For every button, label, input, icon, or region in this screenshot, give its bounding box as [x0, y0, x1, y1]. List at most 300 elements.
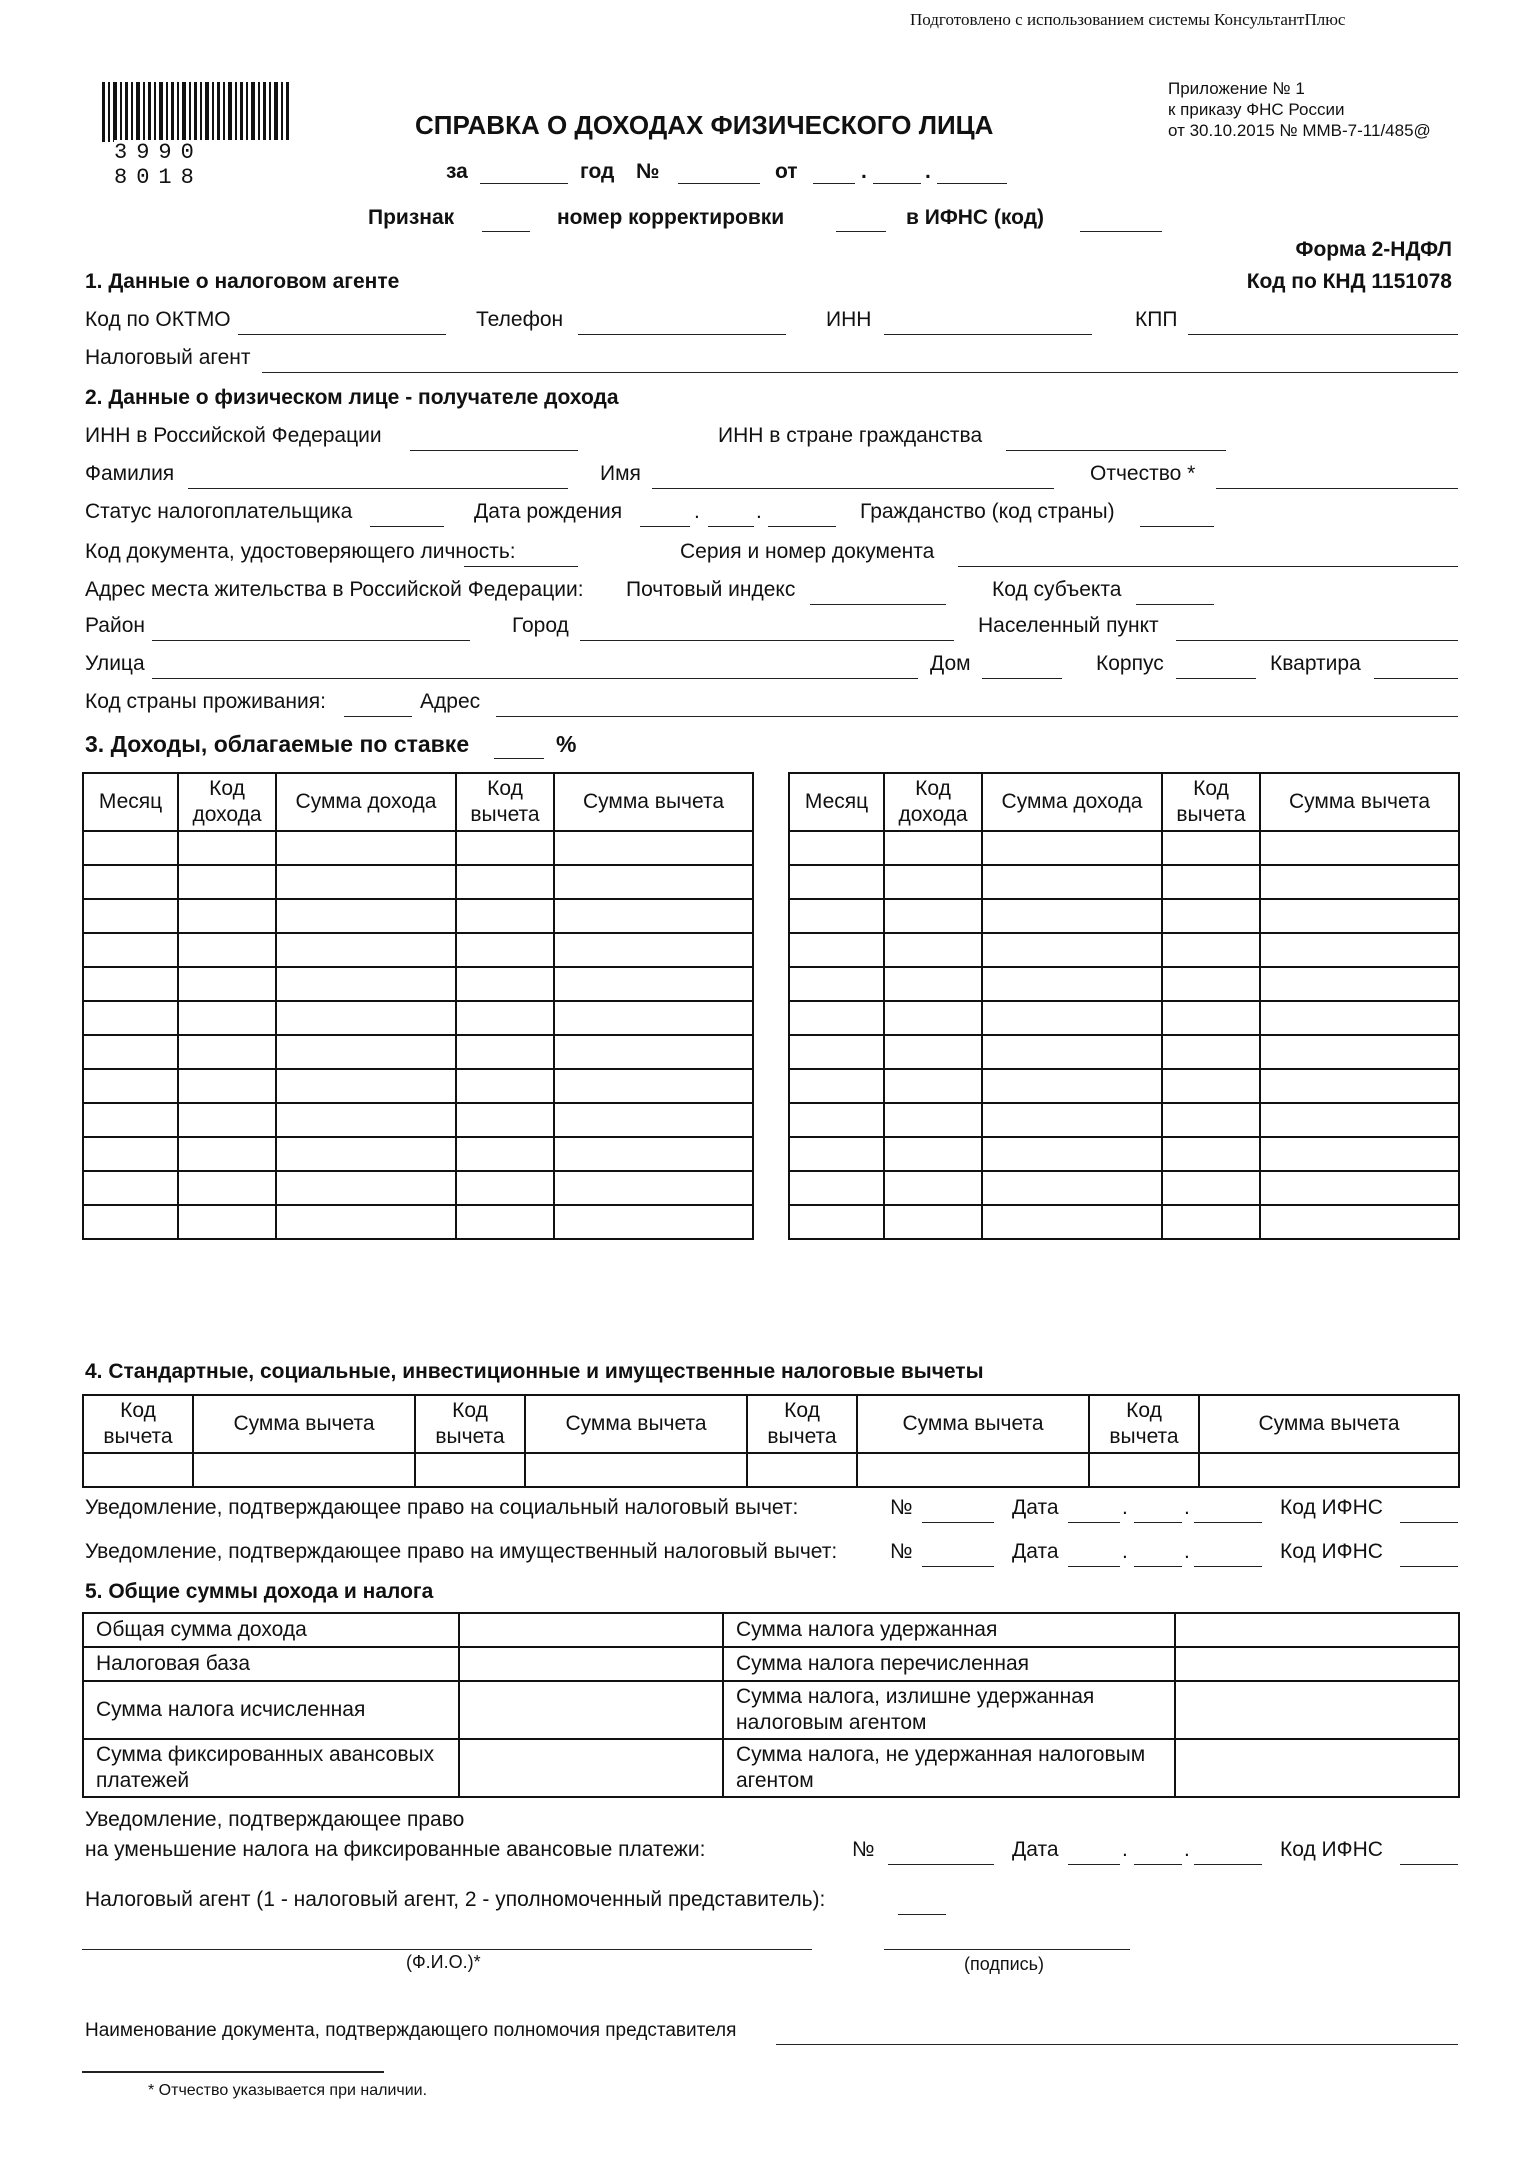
income-cell[interactable] [554, 1001, 753, 1035]
table-row [83, 899, 753, 933]
income-table-left [82, 772, 754, 1240]
income-cell[interactable] [884, 831, 982, 865]
social-ifns-field[interactable] [1400, 1521, 1458, 1523]
agent-type-field[interactable] [898, 1913, 946, 1915]
social-date-day[interactable] [1068, 1521, 1120, 1523]
income-cell[interactable] [789, 1001, 884, 1035]
percent-sign: % [556, 731, 577, 757]
income-cell[interactable] [1260, 1103, 1459, 1137]
citizenship-field[interactable] [1140, 525, 1214, 527]
income-cell[interactable] [178, 831, 276, 865]
income-cell[interactable] [789, 967, 884, 1001]
cell[interactable] [1089, 1453, 1199, 1487]
col-month: Месяц [789, 773, 884, 831]
income-cell[interactable] [982, 1001, 1162, 1035]
income-cell[interactable] [982, 831, 1162, 865]
income-cell[interactable] [178, 1103, 276, 1137]
income-cell[interactable] [276, 1205, 456, 1239]
totals-label: Сумма налога, излишне удержанная налоговым агентом [723, 1681, 1175, 1739]
income-cell[interactable] [1260, 933, 1459, 967]
label-agent-type: Налоговый агент (1 - налоговый агент, 2 - уполномоченный представитель): [85, 1888, 826, 1911]
section2-heading: 2. Данные о физическом лице - получателе дохода [85, 386, 619, 409]
birth-day-field[interactable] [640, 525, 690, 527]
label-patronymic: Отчество * [1090, 462, 1196, 485]
status-field[interactable] [370, 525, 444, 527]
income-cell[interactable] [1260, 865, 1459, 899]
income-cell[interactable] [1162, 933, 1260, 967]
kpp-field[interactable] [1188, 333, 1458, 335]
col-income-code: Код дохода [178, 773, 276, 831]
label-no: № [636, 160, 660, 183]
table-row [789, 1035, 1459, 1069]
income-cell[interactable] [178, 1001, 276, 1035]
consultant-note: Подготовлено с использованием системы КонсультантПлюс [910, 10, 1346, 29]
region-field[interactable] [1136, 603, 1214, 605]
patronymic-field[interactable] [1216, 487, 1458, 489]
income-cell[interactable] [884, 967, 982, 1001]
totals-value[interactable] [1175, 1739, 1459, 1797]
income-cell[interactable] [554, 1137, 753, 1171]
cell[interactable] [525, 1453, 747, 1487]
section4-heading: 4. Стандартные, социальные, инвестиционные и имущественные налоговые вычеты [85, 1360, 984, 1383]
social-notice-number[interactable] [922, 1521, 994, 1523]
income-cell[interactable] [1162, 1137, 1260, 1171]
property-ifns-field[interactable] [1400, 1565, 1458, 1567]
label-date: Дата [1012, 1496, 1059, 1519]
cell[interactable] [1199, 1453, 1459, 1487]
income-cell[interactable] [554, 933, 753, 967]
social-date-month[interactable] [1134, 1521, 1182, 1523]
table-row [789, 967, 1459, 1001]
income-cell[interactable] [456, 1069, 554, 1103]
house-field[interactable] [982, 677, 1062, 679]
income-cell[interactable] [1260, 899, 1459, 933]
label-agent: Налоговый агент [85, 346, 251, 369]
address-field[interactable] [496, 715, 1458, 717]
table-row [83, 1001, 753, 1035]
income-cell[interactable] [982, 1069, 1162, 1103]
label-address: Адрес [420, 690, 481, 713]
label-no: № [890, 1540, 913, 1563]
income-cell[interactable] [884, 1137, 982, 1171]
label-correction: номер корректировки [557, 206, 785, 229]
label-citizenship: Гражданство (код страны) [860, 500, 1115, 523]
income-cell[interactable] [83, 865, 178, 899]
label-ifns: Код ИФНС [1280, 1496, 1383, 1519]
fio-caption: (Ф.И.О.)* [406, 1952, 481, 1972]
income-cell[interactable] [83, 899, 178, 933]
postcode-field[interactable] [810, 603, 946, 605]
income-cell[interactable] [178, 967, 276, 1001]
table-row [789, 1103, 1459, 1137]
advance-date-year[interactable] [1194, 1863, 1262, 1865]
income-cell[interactable] [1162, 1001, 1260, 1035]
income-cell[interactable] [884, 899, 982, 933]
col-income-sum: Сумма дохода [982, 773, 1162, 831]
label-date: Дата [1012, 1838, 1059, 1861]
priznak-field[interactable] [482, 230, 530, 232]
income-cell[interactable] [276, 831, 456, 865]
table-row [83, 831, 753, 865]
income-cell[interactable] [1162, 899, 1260, 933]
advance-date-day[interactable] [1068, 1863, 1120, 1865]
income-cell[interactable] [1260, 1035, 1459, 1069]
income-cell[interactable] [982, 1205, 1162, 1239]
street-field[interactable] [152, 677, 918, 679]
income-cell[interactable] [554, 899, 753, 933]
totals-label: Общая сумма дохода [83, 1613, 459, 1647]
income-cell[interactable] [884, 1035, 982, 1069]
notice-property: Уведомление, подтверждающее право на имущественный налоговый вычет: [85, 1540, 838, 1563]
income-cell[interactable] [1260, 1205, 1459, 1239]
income-cell[interactable] [276, 1137, 456, 1171]
totals-label: Сумма налога исчисленная [83, 1681, 459, 1739]
rate-field[interactable] [494, 757, 544, 759]
income-cell[interactable] [554, 967, 753, 1001]
income-cell[interactable] [884, 865, 982, 899]
page-title: СПРАВКА О ДОХОДАХ ФИЗИЧЕСКОГО ЛИЦА [415, 110, 994, 140]
col-ded-sum: Сумма вычета [193, 1395, 415, 1453]
income-cell[interactable] [554, 1035, 753, 1069]
label-region: Код субъекта [992, 578, 1122, 601]
totals-value[interactable] [459, 1613, 723, 1647]
phone-field[interactable] [578, 333, 786, 335]
section3-heading: 3. Доходы, облагаемые по ставке [85, 731, 470, 757]
income-cell[interactable] [554, 1205, 753, 1239]
flat-field[interactable] [1374, 677, 1458, 679]
income-cell[interactable] [276, 967, 456, 1001]
income-cell[interactable] [789, 1171, 884, 1205]
year-field[interactable] [480, 182, 568, 184]
date-month-field[interactable] [873, 182, 921, 184]
table-row [83, 933, 753, 967]
income-cell[interactable] [276, 1069, 456, 1103]
income-cell[interactable] [789, 1137, 884, 1171]
cell[interactable] [83, 1453, 193, 1487]
table-row [83, 1069, 753, 1103]
label-agent-inn: ИНН [826, 308, 872, 331]
label-surname: Фамилия [85, 462, 175, 485]
building-field[interactable] [1176, 677, 1256, 679]
table-row [83, 1103, 753, 1137]
label-doc-series: Серия и номер документа [680, 540, 935, 563]
income-cell[interactable] [456, 1001, 554, 1035]
income-cell[interactable] [178, 933, 276, 967]
label-birth: Дата рождения [474, 500, 623, 523]
income-cell[interactable] [982, 899, 1162, 933]
table-row [83, 1205, 753, 1239]
label-postcode: Почтовый индекс [626, 578, 796, 601]
locality-field[interactable] [1176, 639, 1458, 641]
label-ifns: Код ИФНС [1280, 1540, 1383, 1563]
col-ded-sum: Сумма вычета [525, 1395, 747, 1453]
label-city: Город [512, 614, 569, 637]
income-cell[interactable] [456, 933, 554, 967]
label-ifns: Код ИФНС [1280, 1838, 1383, 1861]
col-deduction-code: Код вычета [1162, 773, 1260, 831]
income-cell[interactable] [1260, 1137, 1459, 1171]
income-cell[interactable] [83, 1137, 178, 1171]
income-cell[interactable] [178, 1205, 276, 1239]
table-row [789, 933, 1459, 967]
income-cell[interactable] [1162, 1205, 1260, 1239]
footnote-divider [82, 2070, 384, 2073]
table-row [789, 1205, 1459, 1239]
totals-label: Сумма налога удержанная [723, 1613, 1175, 1647]
notice-advance-line2: на уменьшение налога на фиксированные авансовые платежи: [85, 1838, 706, 1861]
cell[interactable] [857, 1453, 1089, 1487]
totals-table [82, 1612, 1460, 1798]
table-row [789, 1137, 1459, 1171]
income-cell[interactable] [982, 865, 1162, 899]
advance-notice-number[interactable] [888, 1863, 994, 1865]
income-cell[interactable] [456, 831, 554, 865]
label-kpp: КПП [1135, 308, 1178, 331]
table-row [789, 1171, 1459, 1205]
income-cell[interactable] [982, 1171, 1162, 1205]
totals-label: Налоговая база [83, 1647, 459, 1681]
income-cell[interactable] [554, 831, 753, 865]
income-cell[interactable] [83, 1205, 178, 1239]
fio-field[interactable] [82, 1948, 812, 1950]
name-field[interactable] [652, 487, 1054, 489]
col-income-sum: Сумма дохода [276, 773, 456, 831]
income-cell[interactable] [1162, 1171, 1260, 1205]
col-deduction-sum: Сумма вычета [554, 773, 753, 831]
income-cell[interactable] [1260, 1171, 1459, 1205]
signature-field[interactable] [884, 1948, 1130, 1950]
income-cell[interactable] [276, 1171, 456, 1205]
table-row [83, 1035, 753, 1069]
barcode-number: 3990 8018 [114, 140, 292, 190]
district-field[interactable] [152, 639, 470, 641]
income-cell[interactable] [178, 1171, 276, 1205]
income-cell[interactable] [456, 899, 554, 933]
label-inn-country: ИНН в стране гражданства [718, 424, 983, 447]
col-ded-sum: Сумма вычета [857, 1395, 1089, 1453]
income-cell[interactable] [789, 933, 884, 967]
income-cell[interactable] [1162, 1069, 1260, 1103]
date-year-field[interactable] [937, 182, 1007, 184]
label-flat: Квартира [1270, 652, 1361, 675]
advance-ifns-field[interactable] [1400, 1863, 1458, 1865]
footnote: * Отчество указывается при наличии. [148, 2082, 428, 2099]
totals-label: Сумма налога, не удержанная налоговым агентом [723, 1739, 1175, 1797]
income-cell[interactable] [554, 1103, 753, 1137]
surname-field[interactable] [188, 487, 568, 489]
income-cell[interactable] [884, 1205, 982, 1239]
correction-field[interactable] [836, 230, 886, 232]
income-cell[interactable] [554, 1069, 753, 1103]
income-table-right [788, 772, 1460, 1240]
property-date-day[interactable] [1068, 1565, 1120, 1567]
label-locality: Населенный пункт [978, 614, 1159, 637]
table-row [83, 1171, 753, 1205]
knd-code: Код по КНД 1151078 [1246, 270, 1452, 293]
income-cell[interactable] [1162, 1103, 1260, 1137]
date-day-field[interactable] [813, 182, 855, 184]
income-cell[interactable] [276, 933, 456, 967]
col-ded-code: Код вычета [83, 1395, 193, 1453]
form-name: Форма 2-НДФЛ [1295, 238, 1452, 261]
property-notice-number[interactable] [922, 1565, 994, 1567]
income-cell[interactable] [554, 1171, 753, 1205]
birth-month-field[interactable] [708, 525, 754, 527]
totals-value[interactable] [459, 1681, 723, 1739]
income-cell[interactable] [982, 967, 1162, 1001]
income-cell[interactable] [83, 967, 178, 1001]
birth-year-field[interactable] [768, 525, 836, 527]
notice-social: Уведомление, подтверждающее право на социальный налоговый вычет: [85, 1496, 799, 1519]
cell[interactable] [193, 1453, 415, 1487]
totals-value[interactable] [1175, 1613, 1459, 1647]
label-oktmo: Код по ОКТМО [85, 308, 231, 331]
income-cell[interactable] [456, 1137, 554, 1171]
totals-label: Сумма фиксированных авансовых платежей [83, 1739, 459, 1797]
col-ded-code: Код вычета [1089, 1395, 1199, 1453]
income-cell[interactable] [789, 865, 884, 899]
income-cell[interactable] [276, 899, 456, 933]
income-cell[interactable] [1260, 1001, 1459, 1035]
section1-heading: 1. Данные о налоговом агенте [85, 270, 400, 293]
cell[interactable] [415, 1453, 525, 1487]
doc-code-field[interactable] [464, 565, 578, 567]
income-cell[interactable] [456, 1171, 554, 1205]
income-cell[interactable] [1260, 1069, 1459, 1103]
income-cell[interactable] [178, 1137, 276, 1171]
label-no: № [890, 1496, 913, 1519]
income-cell[interactable] [884, 1103, 982, 1137]
income-cell[interactable] [554, 865, 753, 899]
country-res-field[interactable] [344, 715, 412, 717]
label-ot: от [775, 160, 798, 183]
label-phone: Телефон [476, 308, 564, 331]
income-cell[interactable] [178, 1069, 276, 1103]
income-cell[interactable] [178, 1035, 276, 1069]
income-cell[interactable] [276, 1001, 456, 1035]
col-income-code: Код дохода [884, 773, 982, 831]
income-cell[interactable] [83, 1069, 178, 1103]
income-cell[interactable] [1162, 831, 1260, 865]
signature-caption: (подпись) [964, 1954, 1045, 1974]
income-cell[interactable] [1162, 865, 1260, 899]
label-district: Район [85, 614, 145, 637]
appendix-line: от 30.10.2015 № ММВ-7-11/485@ [1168, 121, 1431, 140]
income-cell[interactable] [982, 1137, 1162, 1171]
income-cell[interactable] [456, 967, 554, 1001]
income-cell[interactable] [83, 1171, 178, 1205]
number-field[interactable] [678, 182, 760, 184]
doc-name-field[interactable] [776, 2043, 1458, 2045]
income-cell[interactable] [83, 1103, 178, 1137]
income-cell[interactable] [276, 865, 456, 899]
label-building: Корпус [1096, 652, 1164, 675]
income-cell[interactable] [982, 1035, 1162, 1069]
inn-rf-field[interactable] [410, 449, 578, 451]
income-cell[interactable] [1260, 967, 1459, 1001]
income-cell[interactable] [83, 1035, 178, 1069]
income-cell[interactable] [1162, 967, 1260, 1001]
income-cell[interactable] [456, 1035, 554, 1069]
income-cell[interactable] [789, 1103, 884, 1137]
label-god: год [580, 160, 615, 183]
table-row [789, 831, 1459, 865]
table-row [789, 1001, 1459, 1035]
income-cell[interactable] [884, 1001, 982, 1035]
appendix-note [1168, 78, 1431, 141]
table-row [83, 967, 753, 1001]
income-cell[interactable] [884, 933, 982, 967]
income-cell[interactable] [456, 1103, 554, 1137]
income-cell[interactable] [83, 1001, 178, 1035]
cell[interactable] [747, 1453, 857, 1487]
col-ded-code: Код вычета [415, 1395, 525, 1453]
label-ifns: в ИФНС (код) [906, 206, 1045, 229]
col-ded-sum: Сумма вычета [1199, 1395, 1459, 1453]
income-cell[interactable] [276, 1035, 456, 1069]
income-cell[interactable] [789, 1205, 884, 1239]
income-cell[interactable] [83, 831, 178, 865]
label-name: Имя [600, 462, 641, 485]
income-cell[interactable] [456, 865, 554, 899]
income-cell[interactable] [1260, 831, 1459, 865]
income-cell[interactable] [178, 865, 276, 899]
property-date-year[interactable] [1194, 1565, 1262, 1567]
income-cell[interactable] [789, 831, 884, 865]
income-cell[interactable] [789, 1035, 884, 1069]
agent-field[interactable] [262, 371, 1458, 373]
totals-value[interactable] [1175, 1647, 1459, 1681]
barcode [100, 82, 292, 190]
oktmo-field[interactable] [238, 333, 446, 335]
income-cell[interactable] [884, 1171, 982, 1205]
label-address-rf: Адрес места жительства в Российской Федерации: [85, 578, 584, 601]
ifns-field[interactable] [1080, 230, 1162, 232]
income-cell[interactable] [982, 933, 1162, 967]
label-street: Улица [85, 652, 145, 675]
totals-value[interactable] [459, 1647, 723, 1681]
label-inn-rf: ИНН в Российской Федерации [85, 424, 382, 447]
income-cell[interactable] [982, 1103, 1162, 1137]
income-cell[interactable] [789, 1069, 884, 1103]
notice-advance-line1: Уведомление, подтверждающее право [85, 1808, 465, 1831]
deductions-table [82, 1394, 1460, 1488]
city-field[interactable] [580, 639, 954, 641]
table-row [789, 865, 1459, 899]
totals-value[interactable] [459, 1739, 723, 1797]
col-month: Месяц [83, 773, 178, 831]
income-cell[interactable] [884, 1069, 982, 1103]
inn-country-field[interactable] [1006, 449, 1226, 451]
property-date-month[interactable] [1134, 1565, 1182, 1567]
social-date-year[interactable] [1194, 1521, 1262, 1523]
income-cell[interactable] [456, 1205, 554, 1239]
label-no: № [852, 1838, 875, 1861]
totals-value[interactable] [1175, 1681, 1459, 1739]
income-cell[interactable] [83, 933, 178, 967]
income-cell[interactable] [789, 899, 884, 933]
doc-series-field[interactable] [958, 565, 1458, 567]
income-cell[interactable] [276, 1103, 456, 1137]
section5-heading: 5. Общие суммы дохода и налога [85, 1580, 434, 1603]
income-cell[interactable] [178, 899, 276, 933]
agent-inn-field[interactable] [884, 333, 1092, 335]
col-deduction-code: Код вычета [456, 773, 554, 831]
table-row [789, 1069, 1459, 1103]
advance-date-month[interactable] [1134, 1863, 1182, 1865]
income-cell[interactable] [1162, 1035, 1260, 1069]
col-ded-code: Код вычета [747, 1395, 857, 1453]
